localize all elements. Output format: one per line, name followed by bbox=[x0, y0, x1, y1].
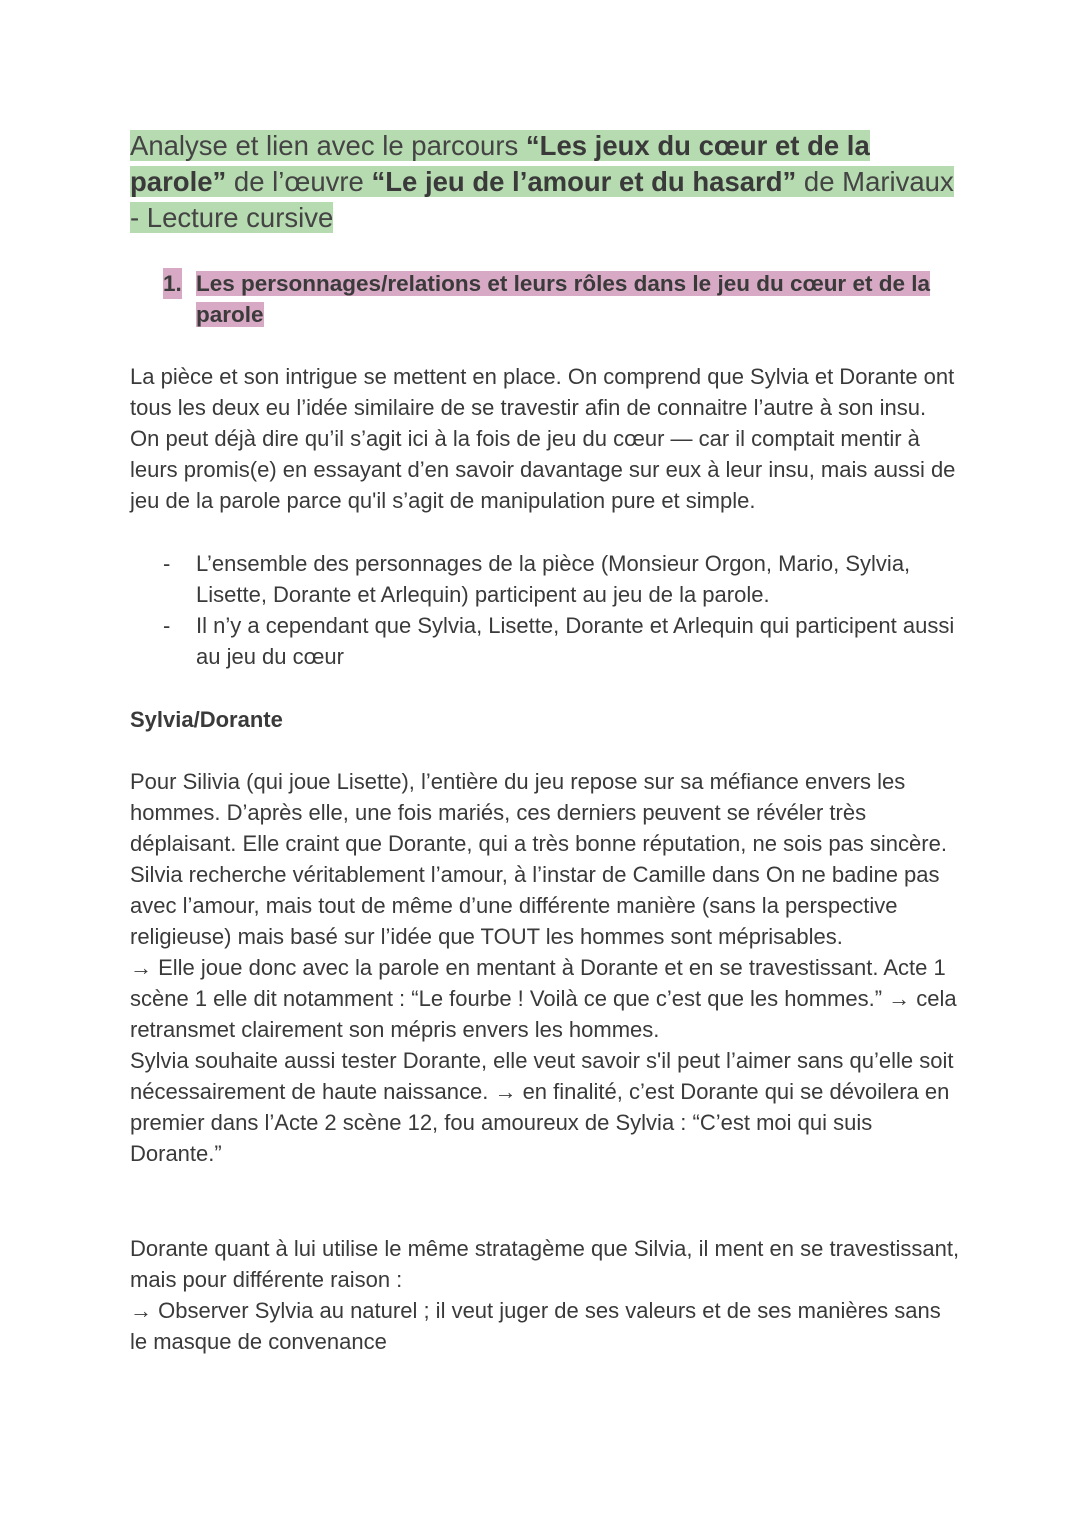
subheading-sylvia-dorante: Sylvia/Dorante bbox=[130, 707, 283, 732]
sylvia-paragraph-line: Sylvia souhaite aussi tester Dorante, elle veut savoir s'il peut l’aimer sans qu’elle soit nécessairement de haute naissance. → en finalité, c’est Dorante qui se dévoilera en premier dans l’Acte 2 scène 12, fou amoureux de Sylvia : “C’est moi qui suis Dorante.” bbox=[130, 1048, 954, 1166]
title-text-3: de Marivaux - Lecture cursive bbox=[130, 166, 954, 233]
bullet-text: L’ensemble des personnages de la pièce (Monsieur Orgon, Mario, Sylvia, Lisette, Dorante et Arlequin) participent au jeu de la parole. bbox=[196, 551, 911, 607]
title-text-1: Analyse et lien avec le parcours bbox=[130, 130, 526, 161]
sylvia-paragraph-line: → Elle joue donc avec la parole en mentant à Dorante et en se travestissant. Acte 1 scène 1 elle dit notamment : “Le fourbe ! Voilà ce que c’est que les hommes.” → cela retransmet clairement son mépris envers les hommes. bbox=[130, 955, 957, 1042]
sylvia-paragraph bbox=[130, 766, 960, 1169]
section-1-heading bbox=[163, 268, 953, 330]
section-1-number: 1. bbox=[163, 268, 182, 299]
dorante-paragraph-line: → Observer Sylvia au naturel ; il veut juger de ses valeurs et de ses manières sans le masque de convenance bbox=[130, 1298, 941, 1354]
title-text-2: de l’œuvre bbox=[226, 166, 372, 197]
intro-paragraph-text: La pièce et son intrigue se mettent en place. On comprend que Sylvia et Dorante ont tous les deux eu l’idée similaire de se travestir afin de connaitre l’autre à son insu. On peut déjà dire qu’il s’agit ici à la fois de jeu du cœur — car il comptait mentir à leurs promis(e) en essayant d’en savoir davantage sur eux à leur insu, mais aussi de jeu de la parole parce qu'il s’agit de manipulation pure et simple. bbox=[130, 364, 956, 513]
bullet-dash: - bbox=[163, 613, 171, 638]
dorante-paragraph-line: Dorante quant à lui utilise le même stratagème que Silvia, il ment en se travestissant, mais pour différente raison : bbox=[130, 1236, 960, 1292]
section-1-heading-text: Les personnages/relations et leurs rôles dans le jeu du cœur et de la parole bbox=[196, 271, 930, 327]
title-parcours-bold: “Les jeux du cœur et de la parole” bbox=[130, 130, 870, 197]
bullet-item bbox=[130, 548, 960, 610]
sylvia-paragraph-line: Pour Silivia (qui joue Lisette), l’entière du jeu repose sur sa méfiance envers les hommes. D’après elle, une fois mariés, ces derniers peuvent se révéler très déplaisant. Elle craint que Dorante, qui a très bonne réputation, ne sois pas sincère. Silvia recherche véritablement l’amour, à l’instar de Camille dans On ne badine pas avec l’amour, mais tout de même d’une différente manière (sans la perspective religieuse) mais basé sur l’idée que TOUT les hommes sont méprisables. bbox=[130, 769, 947, 949]
document-title bbox=[130, 128, 960, 236]
bullet-text: Il n’y a cependant que Sylvia, Lisette, Dorante et Arlequin qui participent aussi au jeu du cœur bbox=[196, 613, 955, 669]
bullet-dash: - bbox=[163, 551, 171, 576]
character-bullet-list bbox=[130, 548, 960, 672]
bullet-item bbox=[130, 610, 960, 672]
title-oeuvre-bold: “Le jeu de l’amour et du hasard” bbox=[371, 166, 797, 197]
intro-paragraph bbox=[130, 361, 960, 516]
dorante-paragraph bbox=[130, 1233, 960, 1357]
